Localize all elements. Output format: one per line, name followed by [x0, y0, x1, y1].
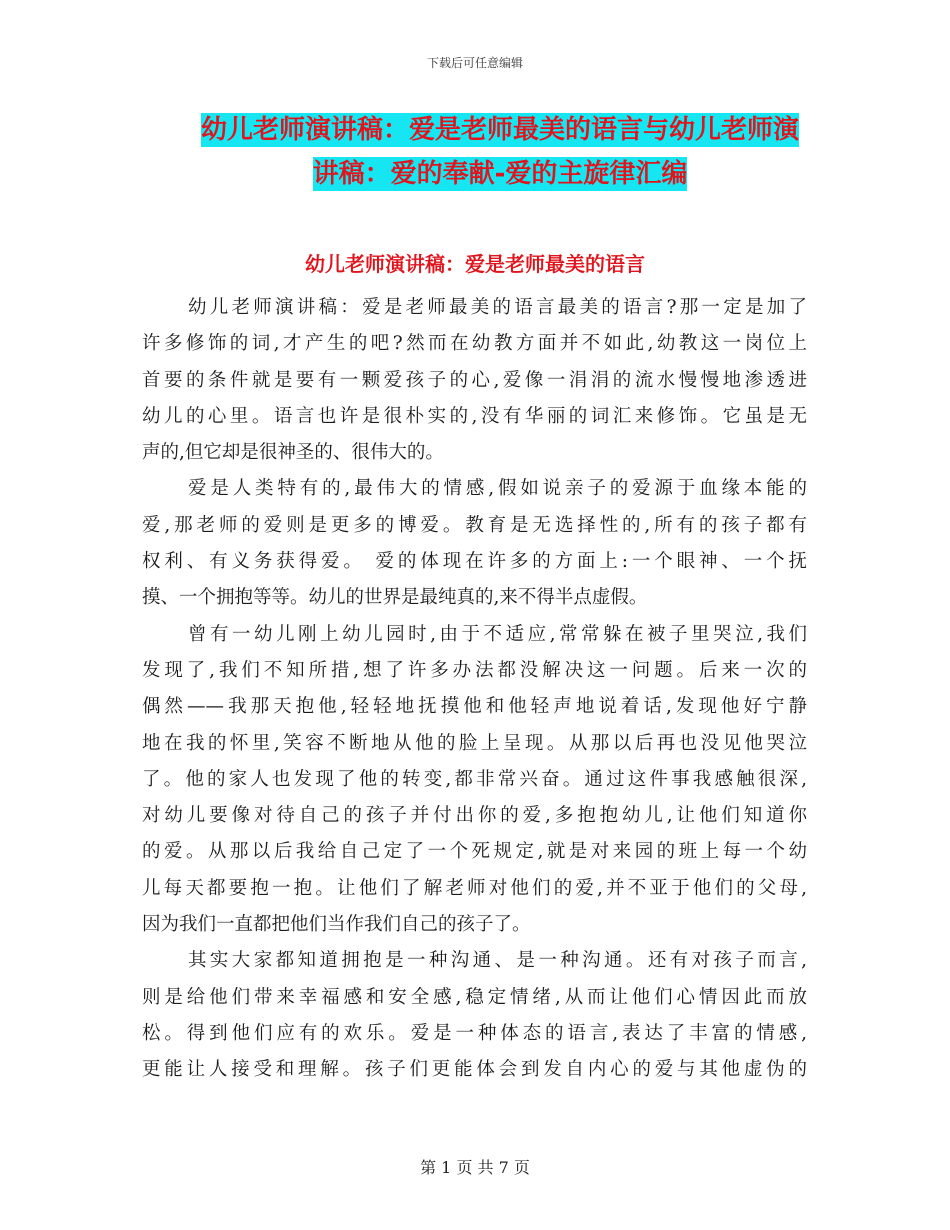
page-number-footer: 第 1 页 共 7 页 [420, 1158, 530, 1177]
page-header-note: 下载后可任意编辑 [426, 56, 523, 70]
paragraph-line: 摸、一个拥抱等等。幼儿的世界是最纯真的,来不得半点虚假。 [142, 587, 648, 609]
paragraph-line: 儿每天都要抱一抱。让他们了解老师对他们的爱,并不亚于他们的父母, [142, 877, 807, 899]
paragraph-line: 因为我们一直都把他们当作我们自己的孩子了。 [142, 914, 531, 936]
document-title-line-2: 讲稿：爱的奉献-爱的主旋律汇编 [312, 159, 688, 189]
paragraph-line: 许多修饰的词,才产生的吧?然而在幼教方面并不如此,幼教这一岗位上 [142, 333, 807, 355]
paragraph-line: 更能让人接受和理解。孩子们更能体会到发自内心的爱与其他虚伪的 [142, 1059, 807, 1081]
paragraph-line: 爱,那老师的爱则是更多的博爱。教育是无选择性的,所有的孩子都有 [142, 514, 807, 536]
paragraph-line: 爱是人类特有的,最伟大的情感,假如说亲子的爱源于血缘本能的 [188, 478, 807, 500]
body-text [142, 290, 807, 1089]
paragraph-line: 发现了,我们不知所措,想了许多办法都没解决这一问题。后来一次的 [142, 659, 807, 681]
paragraph-line: 则是给他们带来幸福感和安全感,稳定情绪,从而让他们心情因此而放 [142, 986, 807, 1008]
paragraph-line: 首要的条件就是要有一颗爱孩子的心,爱像一涓涓的流水慢慢地渗透进 [142, 369, 807, 391]
paragraph-line: 的爱。从那以后我给自己定了一个死规定,就是对来园的班上每一个幼 [142, 841, 807, 863]
paragraph-line: 曾有一幼儿刚上幼儿园时,由于不适应,常常躲在被子里哭泣,我们 [188, 623, 807, 645]
paragraph-line: 地在我的怀里,笑容不断地从他的脸上呈现。从那以后再也没见他哭泣 [142, 732, 807, 754]
paragraph-line: 了。他的家人也发现了他的转变,都非常兴奋。通过这件事我感触很深, [142, 768, 807, 790]
paragraph-line: 偶然——我那天抱他,轻轻地抚摸他和他轻声地说着话,发现他好宁静 [142, 696, 807, 718]
section-heading: 幼儿老师演讲稿：爱是老师最美的语言 [305, 252, 645, 276]
document-title-line-1: 幼儿老师演讲稿：爱是老师最美的语言与幼儿老师演 [200, 115, 799, 145]
paragraph-line: 松。得到他们应有的欢乐。爱是一种体态的语言,表达了丰富的情感, [142, 1022, 807, 1044]
paragraph-line: 对幼儿要像对待自己的孩子并付出你的爱,多抱抱幼儿,让他们知道你 [142, 805, 807, 827]
paragraph-line: 声的,但它却是很神圣的、很伟大的。 [142, 442, 444, 464]
paragraph-line: 幼儿老师演讲稿：爱是老师最美的语言最美的语言?那一定是加了 [188, 297, 807, 318]
paragraph-line: 其实大家都知道拥抱是一种沟通、是一种沟通。还有对孩子而言, [188, 950, 807, 972]
document-title [190, 108, 810, 196]
paragraph-line: 幼儿的心里。语言也许是很朴实的,没有华丽的词汇来修饰。它虽是无 [142, 405, 807, 427]
paragraph-line: 权利、有义务获得爱。 爱的体现在许多的方面上:一个眼神、一个抚 [142, 551, 807, 573]
